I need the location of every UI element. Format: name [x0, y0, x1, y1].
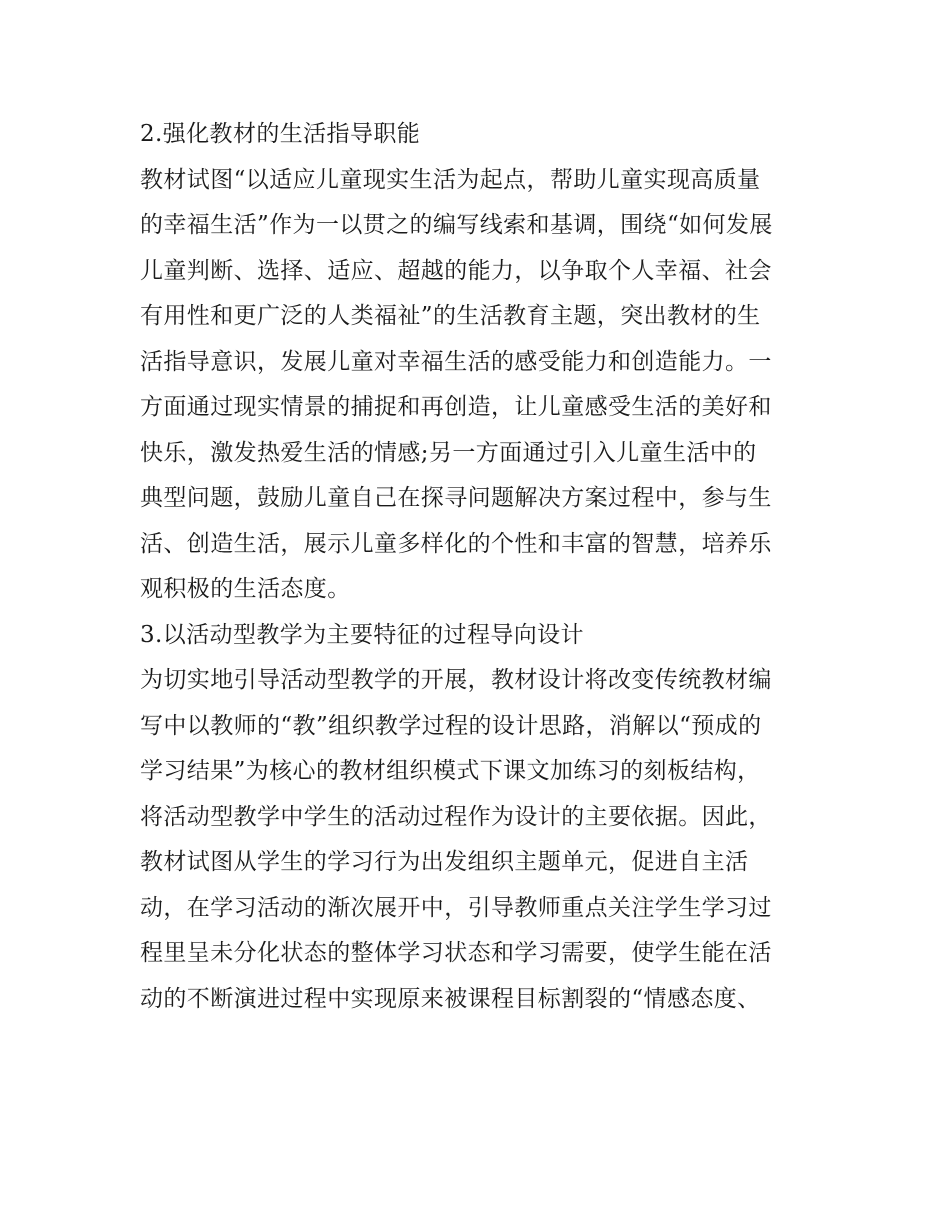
- text-line: 程里呈未分化状态的整体学习状态和学习需要，使学生能在活: [140, 940, 772, 966]
- section-heading: 2.强化教材的生活指导职能: [140, 121, 421, 147]
- text-line: 为切实地引导活动型教学的开展，教材设计将改变传统教材编: [140, 667, 772, 693]
- text-line: 儿童判断、选择、适应、超越的能力，以争取个人幸福、社会: [140, 257, 772, 284]
- text-line: 写中以教师的“教”组织教学过程的设计思路，消解以“预成的: [140, 712, 762, 739]
- text-line: 的幸福生活”作为一以贯之的编写线索和基调，围绕“如何发展: [140, 212, 773, 238]
- text-line: 快乐，激发热爱生活的情感;另一方面通过引入儿童生活中的: [140, 439, 757, 466]
- text-line: 观积极的生活态度。: [140, 576, 351, 602]
- text-line: 方面通过现实情景的捕捉和再创造，让儿童感受生活的美好和: [140, 394, 772, 420]
- text-line: 有用性和更广泛的人类福祉”的生活教育主题，突出教材的生: [140, 303, 761, 329]
- text-line: 动，在学习活动的渐次展开中，引导教师重点关注学生学习过: [140, 894, 772, 921]
- section-heading: 3.以活动型教学为主要特征的过程导向设计: [140, 621, 584, 648]
- text-line: 动的不断演进过程中实现原来被课程目标割裂的“情感态度、: [140, 985, 761, 1012]
- text-line: 将活动型教学中学生的活动过程作为设计的主要依据。因此，: [140, 803, 772, 830]
- text-line: 教材试图“以适应儿童现实生活为起点，帮助儿童实现高质量: [140, 166, 761, 193]
- document-body: [140, 112, 840, 1022]
- text-line: 典型问题，鼓励儿童自己在探寻问题解决方案过程中，参与生: [140, 485, 772, 511]
- text-line: 活、创造生活，展示儿童多样化的个性和丰富的智慧，培养乐: [140, 530, 772, 557]
- text-line: 活指导意识，发展儿童对幸福生活的感受能力和创造能力。一: [140, 348, 772, 375]
- text-line: 教材试图从学生的学习行为出发组织主题单元，促进自主活: [140, 849, 749, 875]
- text-line: 学习结果”为核心的教材组织模式下课文加练习的刻板结构，: [140, 758, 761, 784]
